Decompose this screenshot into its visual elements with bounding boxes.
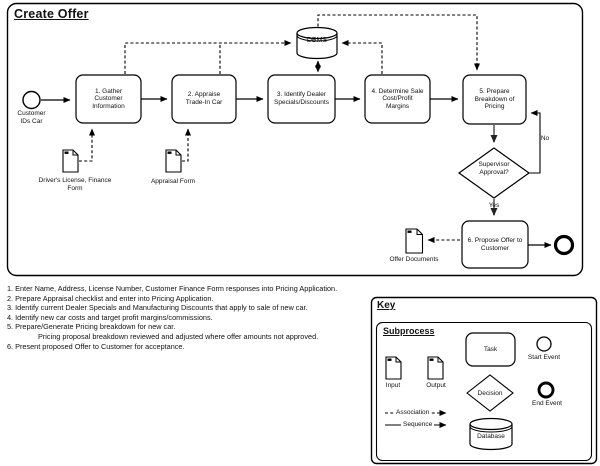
offer-documents-doc-icon [406, 229, 423, 253]
note-line: 6. Present proposed Offer to Customer for acceptance. [7, 341, 185, 351]
offer-documents-doc-label: Offer Documents [389, 256, 439, 263]
process-notes [7, 284, 337, 351]
key-start-event-circle [537, 337, 551, 351]
key-decision-label: Decision [477, 390, 503, 397]
task-3-label: 3. Identify Dealer Specials/Discounts [274, 91, 329, 106]
dbms-label: DBMS [306, 37, 328, 44]
key-association-label: Association [396, 409, 430, 416]
key-sequence-label: Sequence [403, 421, 433, 428]
note-line: Pricing proposal breakdown reviewed and adjusted where offer amounts not approved. [38, 331, 319, 341]
end-event-circle [556, 237, 573, 254]
task-1-label: 1. Gather Customer Information [92, 87, 125, 110]
decision-no-label: No [540, 135, 550, 142]
appraisal-form-doc-label: Appraisal Form [150, 178, 196, 185]
note-line: 5. Prepare/Generate Pricing breakdown for new car. [7, 322, 176, 332]
key-title: Key [377, 300, 396, 311]
decision-label: Supervisor Approval? [478, 161, 510, 176]
drivers-license-doc-icon [63, 150, 78, 172]
diagram-title: Create Offer [14, 7, 89, 21]
note-line: 2. Prepare Appraisal checklist and enter into Pricing Application. [7, 293, 214, 303]
note-line: 4. Identify new car costs and target profit margins/commissions. [7, 312, 213, 322]
note-line: 1. Enter Name, Address, License Number, Customer Finance Form responses into Pricing Application. [7, 284, 338, 293]
key-end-event-label: End Event [532, 400, 562, 407]
task-6-label: 6. Propose Offer to Customer [467, 236, 523, 252]
key-output-doc-icon [428, 357, 443, 379]
appraisal-form-doc-icon [166, 150, 181, 172]
start-event-label: Customer IDs Car [17, 110, 46, 125]
key-database-label: Database [477, 433, 505, 440]
task-4-label: 4. Determine Sale Cost/Profit Margins [371, 87, 424, 110]
note-line: 3. Identify current Dealer Specials and Manufacturing Discounts that apply to sale of new car. [7, 303, 308, 313]
start-event-circle [23, 92, 40, 109]
key-input-doc-icon [386, 357, 401, 379]
subprocess-title: Subprocess [383, 326, 435, 336]
key-start-event-label: Start Event [527, 354, 561, 361]
key-task-label: Task [483, 345, 498, 353]
task-2-label: 2. Appraise Trade-In Car [185, 91, 223, 106]
task-5-label: 5. Prepare Breakdown of Pricing [474, 88, 515, 111]
key-output-label: Output [426, 382, 446, 389]
key-end-event-circle [539, 383, 553, 397]
key-input-label: Input [385, 382, 401, 389]
decision-yes-label: Yes [488, 202, 500, 209]
drivers-license-doc-label: Driver's License, Finance Form [38, 177, 112, 192]
